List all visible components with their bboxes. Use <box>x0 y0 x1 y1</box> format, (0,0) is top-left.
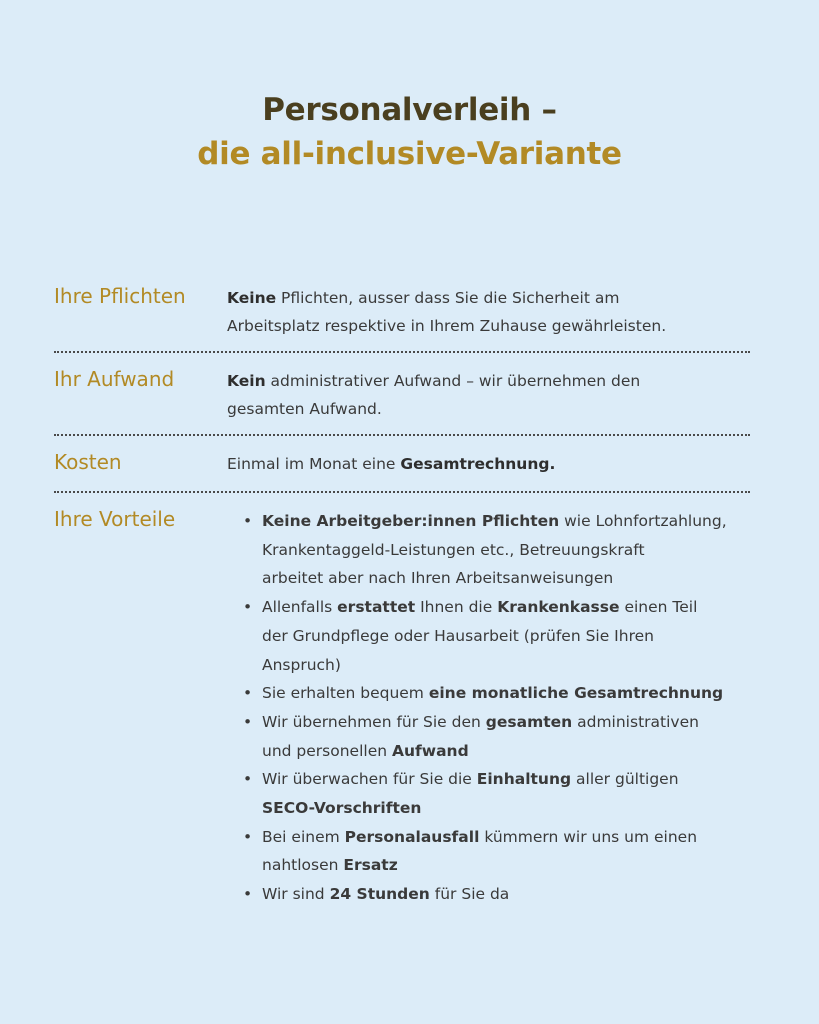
list-item <box>243 679 753 708</box>
title-line-1: Personalverleih – <box>262 92 557 128</box>
dotted-divider <box>54 434 750 436</box>
body-text: kümmern wir uns um einen <box>479 827 698 846</box>
bullet-icon: • <box>243 598 253 617</box>
list-item <box>243 823 753 880</box>
emphasis-text: Keine <box>227 289 277 307</box>
body-text: Wir übernehmen für Sie den <box>262 712 486 731</box>
emphasis-text: Keine Arbeitgeber:innen Pflichten <box>262 512 560 530</box>
body-text: Wir sind <box>262 885 330 904</box>
body-text: Einmal im Monat eine <box>227 455 401 473</box>
row-label-aufwand: Ihr Aufwand <box>54 367 175 391</box>
emphasis-text: Aufwand <box>391 741 469 760</box>
bullet-icon: • <box>243 512 253 530</box>
bullet-icon: • <box>243 770 253 789</box>
body-text: Allenfalls <box>262 598 338 617</box>
list-item <box>243 507 753 593</box>
emphasis-text: 24 Stunden <box>329 885 430 904</box>
bullet-icon: • <box>243 827 253 846</box>
dotted-divider <box>54 491 750 493</box>
emphasis-text: Gesamtrechnung. <box>400 455 556 473</box>
body-text: Sie erhalten bequem <box>262 684 429 703</box>
row-label-kosten: Kosten <box>54 450 122 474</box>
emphasis-text: Krankenkasse <box>497 598 620 617</box>
body-text: wie Lohnfortzahlung, <box>559 512 727 530</box>
title-line-2: die all-inclusive-Variante <box>197 136 622 172</box>
body-text: Anspruch) <box>262 655 341 674</box>
body-text: nahtlosen <box>262 856 344 875</box>
body-text: Wir überwachen für Sie die <box>262 770 477 789</box>
row-content-pflichten <box>227 284 750 340</box>
body-text: aller gültigen <box>571 770 679 789</box>
body-text: für Sie da <box>429 885 510 904</box>
row-content-aufwand <box>227 367 750 423</box>
page-title <box>0 88 819 176</box>
body-text: der Grundpflege oder Hausarbeit (prüfen Sie Ihren <box>262 626 654 645</box>
list-item <box>243 880 753 909</box>
emphasis-text: Ersatz <box>343 856 398 875</box>
body-text: gesamten Aufwand. <box>227 400 382 418</box>
body-text: administrativer Aufwand – wir übernehmen den <box>265 372 641 390</box>
list-item <box>243 593 753 679</box>
body-text: einen Teil <box>619 598 698 617</box>
emphasis-text: gesamten <box>485 712 573 731</box>
body-text: Ihnen die <box>415 598 498 617</box>
row-vorteile <box>54 507 750 907</box>
bullet-icon: • <box>243 885 253 904</box>
emphasis-text: eine monatliche Gesamtrechnung <box>428 684 724 703</box>
emphasis-text: SECO-Vorschriften <box>262 799 422 818</box>
row-content-kosten <box>227 450 750 478</box>
benefits-list <box>243 507 753 909</box>
row-kosten <box>54 450 750 482</box>
row-aufwand <box>54 367 750 427</box>
body-text: Krankentaggeld-Leistungen etc., Betreuungskraft <box>262 540 645 559</box>
bullet-icon: • <box>243 684 253 703</box>
emphasis-text: Personalausfall <box>344 827 480 846</box>
body-text: Bei einem <box>262 827 345 846</box>
body-text: arbeitet aber nach Ihren Arbeitsanweisungen <box>262 569 614 588</box>
emphasis-text: erstattet <box>337 598 416 617</box>
body-text: administrativen <box>572 712 699 731</box>
bullet-icon: • <box>243 712 253 731</box>
list-item <box>243 708 753 765</box>
list-item <box>243 765 753 822</box>
emphasis-text: Einhaltung <box>476 770 572 789</box>
row-pflichten <box>54 284 750 344</box>
row-label-vorteile: Ihre Vorteile <box>54 507 176 531</box>
emphasis-text: Kein <box>227 372 266 390</box>
dotted-divider <box>54 351 750 353</box>
body-text: und personellen <box>262 741 392 760</box>
body-text: Arbeitsplatz respektive in Ihrem Zuhause gewährleisten. <box>227 317 667 335</box>
body-text: Pflichten, ausser dass Sie die Sicherheit am <box>276 289 620 307</box>
row-label-pflichten: Ihre Pflichten <box>54 284 186 308</box>
